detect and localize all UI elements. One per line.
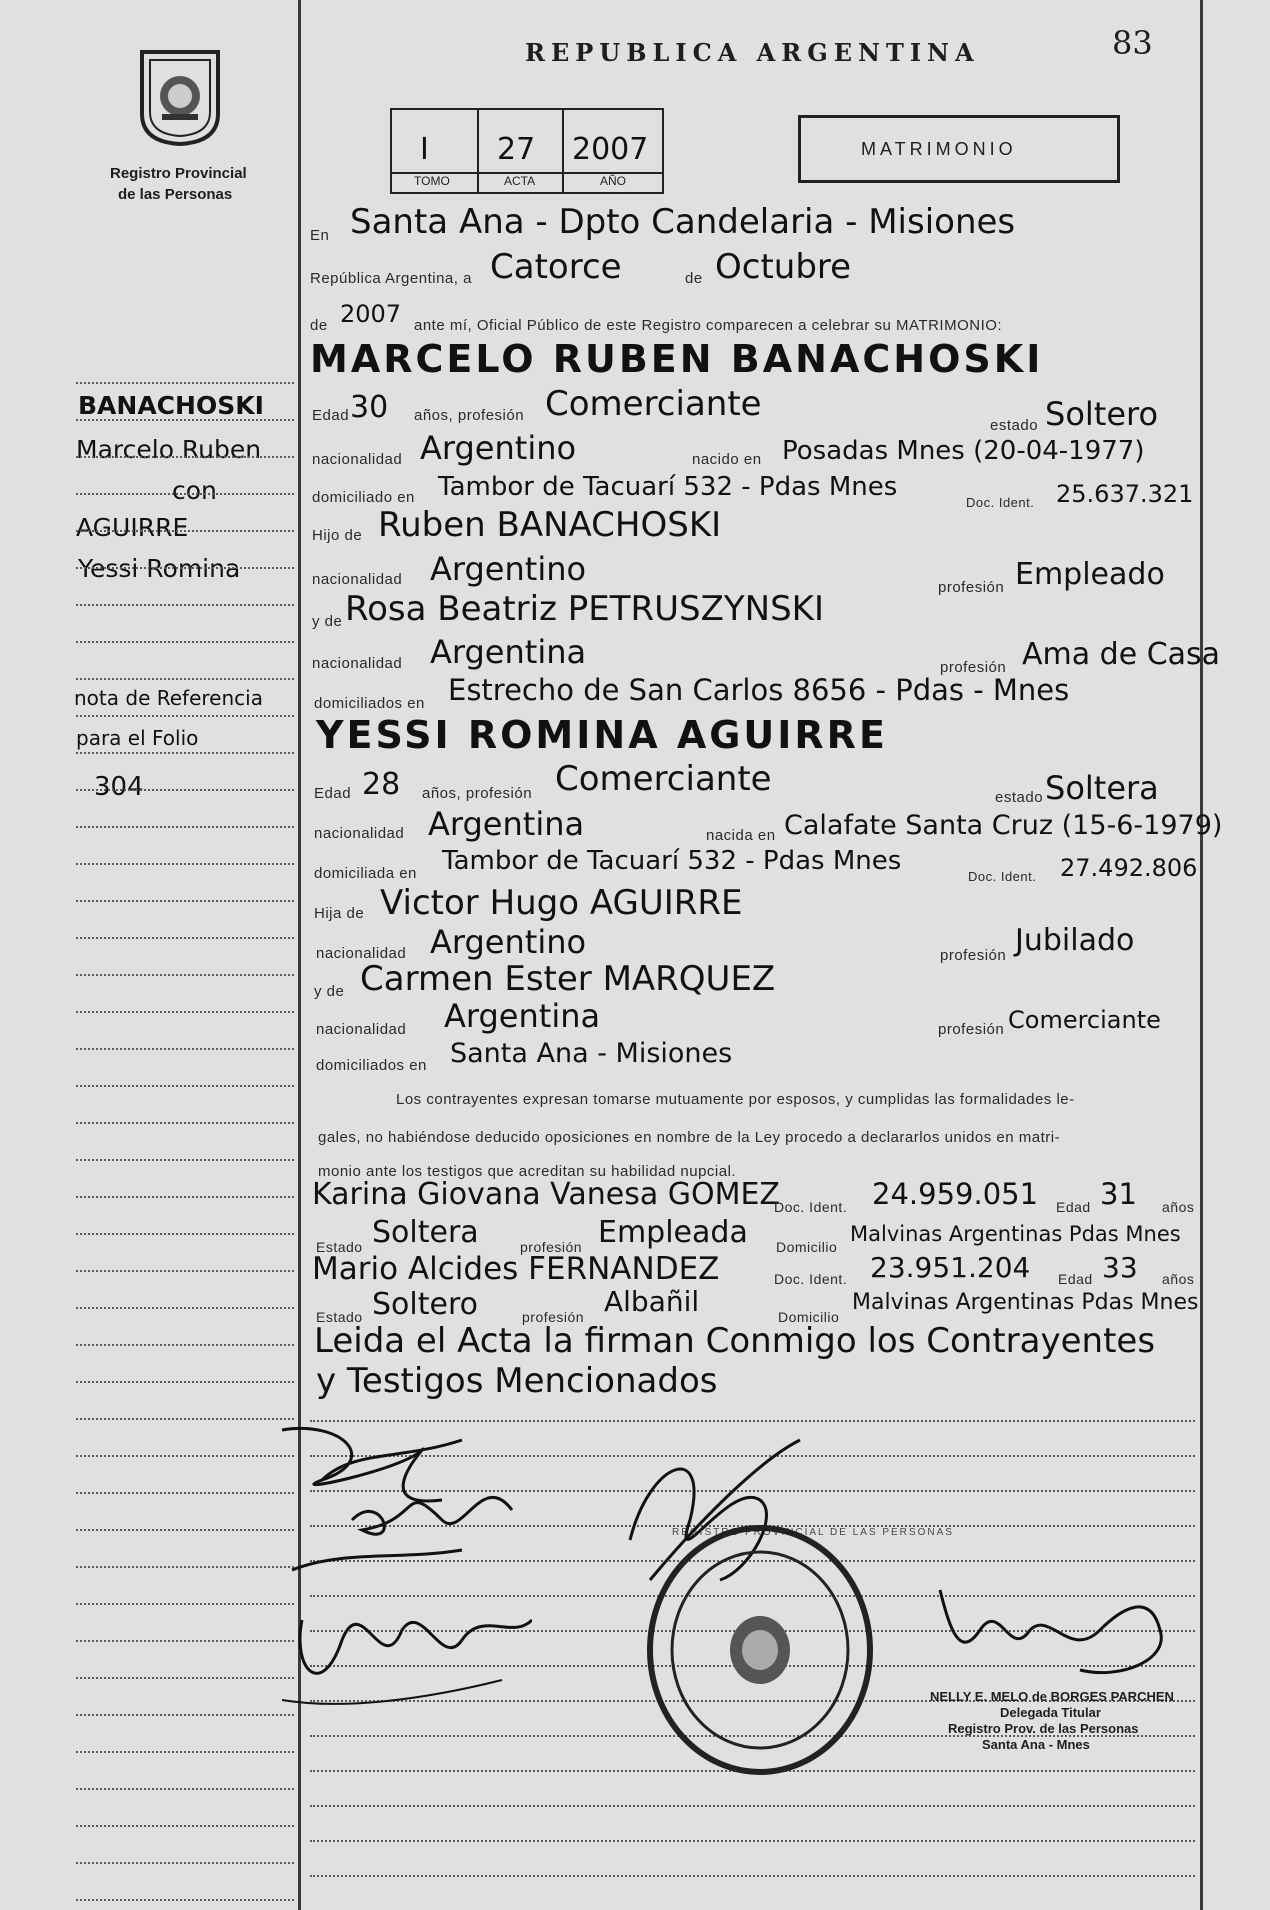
ano-label: AÑO bbox=[600, 174, 627, 188]
margin-rule-line bbox=[76, 1825, 294, 1827]
en-label: En bbox=[310, 227, 330, 244]
country-heading: REPUBLICA ARGENTINA bbox=[525, 38, 980, 67]
witness1-profesion: Empleada bbox=[598, 1215, 748, 1250]
ano-value: 2007 bbox=[572, 132, 649, 167]
margin-rule-line bbox=[76, 1159, 294, 1161]
bride-father: Victor Hugo AGUIRRE bbox=[380, 883, 743, 923]
witness1-estado: Soltera bbox=[372, 1215, 479, 1250]
margin-note-line1: nota de Referencia bbox=[74, 686, 263, 710]
bride-nacida: Calafate Santa Cruz (15-6-1979) bbox=[784, 810, 1223, 841]
bride-estado-label: estado bbox=[995, 789, 1044, 806]
closing-line1: Leida el Acta la firman Conmigo los Contrayentes bbox=[314, 1321, 1156, 1361]
bride-mother-nac-label: nacionalidad bbox=[316, 1021, 407, 1038]
bride-mother-nac: Argentina bbox=[444, 997, 601, 1035]
witness2-name: Mario Alcides FERNANDEZ bbox=[312, 1251, 720, 1287]
groom-nac: Argentino bbox=[420, 429, 577, 467]
groom-father-prof: Empleado bbox=[1015, 557, 1165, 592]
paragraph-line3: monio ante los testigos que acreditan su habilidad nupcial. bbox=[318, 1163, 737, 1180]
groom-nacido: Posadas Mnes (20-04-1977) bbox=[782, 436, 1145, 466]
margin-surname-groom: BANACHOSKI bbox=[78, 391, 264, 420]
witness2-profesion-label: profesión bbox=[522, 1309, 585, 1325]
bride-doc-label: Doc. Ident. bbox=[968, 869, 1037, 884]
groom-edad: 30 bbox=[350, 390, 389, 425]
groom-father-prof-label: profesión bbox=[938, 579, 1005, 596]
margin-rule-line bbox=[76, 456, 294, 458]
groom-edad-label: Edad bbox=[312, 407, 350, 424]
bride-name: YESSI ROMINA AGUIRRE bbox=[316, 713, 888, 757]
margin-name-bride: Yessi Romina bbox=[78, 554, 241, 583]
bride-doc: 27.492.806 bbox=[1060, 854, 1198, 882]
right-rule bbox=[1200, 0, 1203, 1910]
margin-rule-line bbox=[76, 789, 294, 791]
groom-parents-dom-label: domiciliados en bbox=[314, 695, 425, 712]
body-rule-line bbox=[310, 1805, 1195, 1807]
contrayentes-signatures bbox=[262, 1410, 532, 1720]
groom-parents-dom: Estrecho de San Carlos 8656 - Pdas - Mnes bbox=[448, 673, 1070, 707]
margin-note-line2: para el Folio bbox=[76, 726, 199, 750]
groom-mother-nac-label: nacionalidad bbox=[312, 655, 403, 672]
official-location: Santa Ana - Mnes bbox=[982, 1737, 1090, 1752]
stamp-ring-text: REGISTRO PROVINCIAL DE LAS PERSONAS bbox=[672, 1527, 954, 1538]
official-stamp bbox=[640, 1520, 880, 1780]
paragraph-line2: gales, no habiéndose deducido oposiciones en nombre de la Ley procedo a declararlos unidos en matri- bbox=[318, 1129, 1061, 1146]
registry-name-line1: Registro Provincial bbox=[110, 165, 247, 182]
margin-rule-line bbox=[76, 1307, 294, 1309]
margin-rule-line bbox=[76, 1751, 294, 1753]
witness2-domicilio: Malvinas Argentinas Pdas Mnes bbox=[852, 1290, 1199, 1315]
groom-yde-label: y de bbox=[312, 613, 343, 630]
de-label: de bbox=[685, 270, 703, 287]
bride-edad: 28 bbox=[362, 767, 401, 802]
groom-estado-label: estado bbox=[990, 417, 1039, 434]
margin-rule-line bbox=[76, 974, 294, 976]
bride-mother-prof: Comerciante bbox=[1008, 1006, 1161, 1034]
record-number-box bbox=[390, 108, 664, 194]
witness1-domicilio-label: Domicilio bbox=[776, 1239, 838, 1255]
margin-rule-line bbox=[76, 530, 294, 532]
margin-con: con bbox=[172, 476, 217, 505]
bride-profesion-label: años, profesión bbox=[422, 785, 533, 802]
margin-rule-line bbox=[76, 1122, 294, 1124]
groom-mother-prof: Ama de Casa bbox=[1022, 637, 1221, 672]
margin-rule-line bbox=[76, 1085, 294, 1087]
margin-rule-line bbox=[76, 382, 294, 384]
bride-father-nac: Argentino bbox=[430, 923, 587, 961]
bride-yde-label: y de bbox=[314, 983, 345, 1000]
place-value: Santa Ana - Dpto Candelaria - Misiones bbox=[350, 202, 1016, 242]
groom-estado: Soltero bbox=[1045, 395, 1159, 433]
tomo-label: TOMO bbox=[414, 174, 450, 188]
bride-dom-label: domiciliada en bbox=[314, 865, 417, 882]
bride-father-prof: Jubilado bbox=[1015, 923, 1135, 958]
witness1-domicilio: Malvinas Argentinas Pdas Mnes bbox=[850, 1222, 1181, 1246]
groom-profesion-label: años, profesión bbox=[414, 407, 525, 424]
margin-rule-line bbox=[76, 567, 294, 569]
margin-rule-line bbox=[76, 1011, 294, 1013]
margin-rule-line bbox=[76, 641, 294, 643]
acta-label: ACTA bbox=[504, 174, 536, 188]
margin-rule-line bbox=[76, 900, 294, 902]
republica-label: República Argentina, a bbox=[310, 270, 472, 287]
witness2-anos-label: años bbox=[1162, 1271, 1195, 1287]
bride-mother-prof-label: profesión bbox=[938, 1021, 1005, 1038]
bride-hija-label: Hija de bbox=[314, 905, 365, 922]
groom-father-nac: Argentino bbox=[430, 550, 587, 588]
witness1-anos-label: años bbox=[1162, 1199, 1195, 1215]
margin-rule-line bbox=[76, 863, 294, 865]
witness2-estado: Soltero bbox=[372, 1287, 478, 1322]
margin-rule-line bbox=[76, 1862, 294, 1864]
month-value: Octubre bbox=[715, 247, 852, 287]
bride-edad-label: Edad bbox=[314, 785, 352, 802]
body-rule-line bbox=[310, 1840, 1195, 1842]
margin-rule-line bbox=[76, 826, 294, 828]
bride-parents-dom-label: domiciliados en bbox=[316, 1057, 427, 1074]
margin-rule-line bbox=[76, 1233, 294, 1235]
witness1-edad-label: Edad bbox=[1056, 1199, 1091, 1215]
bride-parents-dom: Santa Ana - Misiones bbox=[450, 1038, 733, 1069]
bride-father-nac-label: nacionalidad bbox=[316, 945, 407, 962]
witness2-doc: 23.951.204 bbox=[870, 1251, 1031, 1284]
margin-rule-line bbox=[76, 1196, 294, 1198]
paragraph-line1: Los contrayentes expresan tomarse mutuamente por esposos, y cumplidas las formalidades le- bbox=[396, 1091, 1075, 1108]
margin-name-groom: Marcelo Ruben bbox=[76, 435, 262, 464]
bride-father-prof-label: profesión bbox=[940, 947, 1007, 964]
groom-nacido-label: nacido en bbox=[692, 451, 762, 468]
groom-profesion: Comerciante bbox=[545, 384, 762, 424]
intro-text: ante mí, Oficial Público de este Registro comparecen a celebrar su MATRIMONIO: bbox=[414, 317, 1003, 334]
page-number: 83 bbox=[1112, 24, 1153, 62]
bride-nac: Argentina bbox=[428, 805, 585, 843]
acta-value: 27 bbox=[497, 132, 536, 167]
margin-rule-line bbox=[76, 715, 294, 717]
tomo-value: I bbox=[420, 132, 429, 167]
witness2-doc-label: Doc. Ident. bbox=[774, 1271, 848, 1287]
provincial-seal-icon bbox=[132, 44, 228, 148]
witness1-profesion-label: profesión bbox=[520, 1239, 583, 1255]
groom-doc: 25.637.321 bbox=[1056, 480, 1194, 508]
witness1-name: Karina Giovana Vanesa GOMEZ bbox=[312, 1177, 780, 1212]
witness1-doc: 24.959.051 bbox=[872, 1177, 1039, 1211]
margin-rule-line bbox=[76, 1899, 294, 1901]
witness2-edad: 33 bbox=[1102, 1251, 1138, 1284]
witness1-edad: 31 bbox=[1100, 1177, 1137, 1211]
bride-nacida-label: nacida en bbox=[706, 827, 776, 844]
witness1-doc-label: Doc. Ident. bbox=[774, 1199, 848, 1215]
bride-mother: Carmen Ester MARQUEZ bbox=[360, 959, 776, 999]
margin-surname-bride: AGUIRRE bbox=[76, 513, 189, 542]
day-value: Catorce bbox=[490, 247, 622, 287]
witness2-estado-label: Estado bbox=[316, 1309, 363, 1325]
groom-doc-label: Doc. Ident. bbox=[966, 495, 1035, 510]
margin-rule-line bbox=[76, 1381, 294, 1383]
margin-rule-line bbox=[76, 493, 294, 495]
doc-type-label: MATRIMONIO bbox=[861, 139, 1017, 159]
de2-label: de bbox=[310, 317, 328, 334]
official-title: Delegada Titular bbox=[1000, 1705, 1101, 1720]
margin-rule-line bbox=[76, 604, 294, 606]
margin-rule-line bbox=[76, 1788, 294, 1790]
witness2-edad-label: Edad bbox=[1058, 1271, 1093, 1287]
official-name: NELLY E. MELO de BORGES PARCHEN bbox=[930, 1689, 1174, 1704]
groom-dom: Tambor de Tacuarí 532 - Pdas Mnes bbox=[438, 472, 898, 502]
doc-type-box bbox=[798, 115, 1120, 183]
groom-father: Ruben BANACHOSKI bbox=[378, 505, 722, 545]
bride-estado: Soltera bbox=[1045, 769, 1159, 807]
groom-name: MARCELO RUBEN BANACHOSKI bbox=[310, 337, 1044, 381]
groom-nac-label: nacionalidad bbox=[312, 451, 403, 468]
groom-hijo-label: Hijo de bbox=[312, 527, 363, 544]
margin-rule-line bbox=[76, 1344, 294, 1346]
groom-father-nac-label: nacionalidad bbox=[312, 571, 403, 588]
margin-rule-line bbox=[76, 752, 294, 754]
official-office: Registro Prov. de las Personas bbox=[948, 1721, 1139, 1736]
margin-rule-line bbox=[76, 678, 294, 680]
groom-mother-nac: Argentina bbox=[430, 633, 587, 671]
bride-dom: Tambor de Tacuarí 532 - Pdas Mnes bbox=[442, 846, 902, 876]
bride-profesion: Comerciante bbox=[555, 759, 772, 799]
witness2-domicilio-label: Domicilio bbox=[778, 1309, 840, 1325]
margin-rule-line bbox=[76, 1048, 294, 1050]
bride-nac-label: nacionalidad bbox=[314, 825, 405, 842]
closing-line2: y Testigos Mencionados bbox=[316, 1361, 718, 1401]
witness2-profesion: Albañil bbox=[604, 1285, 700, 1318]
year-value: 2007 bbox=[340, 300, 402, 328]
official-signature bbox=[920, 1570, 1180, 1690]
groom-dom-label: domiciliado en bbox=[312, 489, 415, 506]
margin-rule-line bbox=[76, 419, 294, 421]
registry-name-line2: de las Personas bbox=[118, 186, 233, 203]
margin-rule-line bbox=[76, 937, 294, 939]
groom-mother: Rosa Beatriz PETRUSZYNSKI bbox=[345, 589, 824, 629]
body-rule-line bbox=[310, 1875, 1195, 1877]
witness1-estado-label: Estado bbox=[316, 1239, 363, 1255]
margin-rule-line bbox=[76, 1270, 294, 1272]
margin-note-folio: 304 bbox=[94, 772, 144, 802]
groom-mother-prof-label: profesión bbox=[940, 659, 1007, 676]
